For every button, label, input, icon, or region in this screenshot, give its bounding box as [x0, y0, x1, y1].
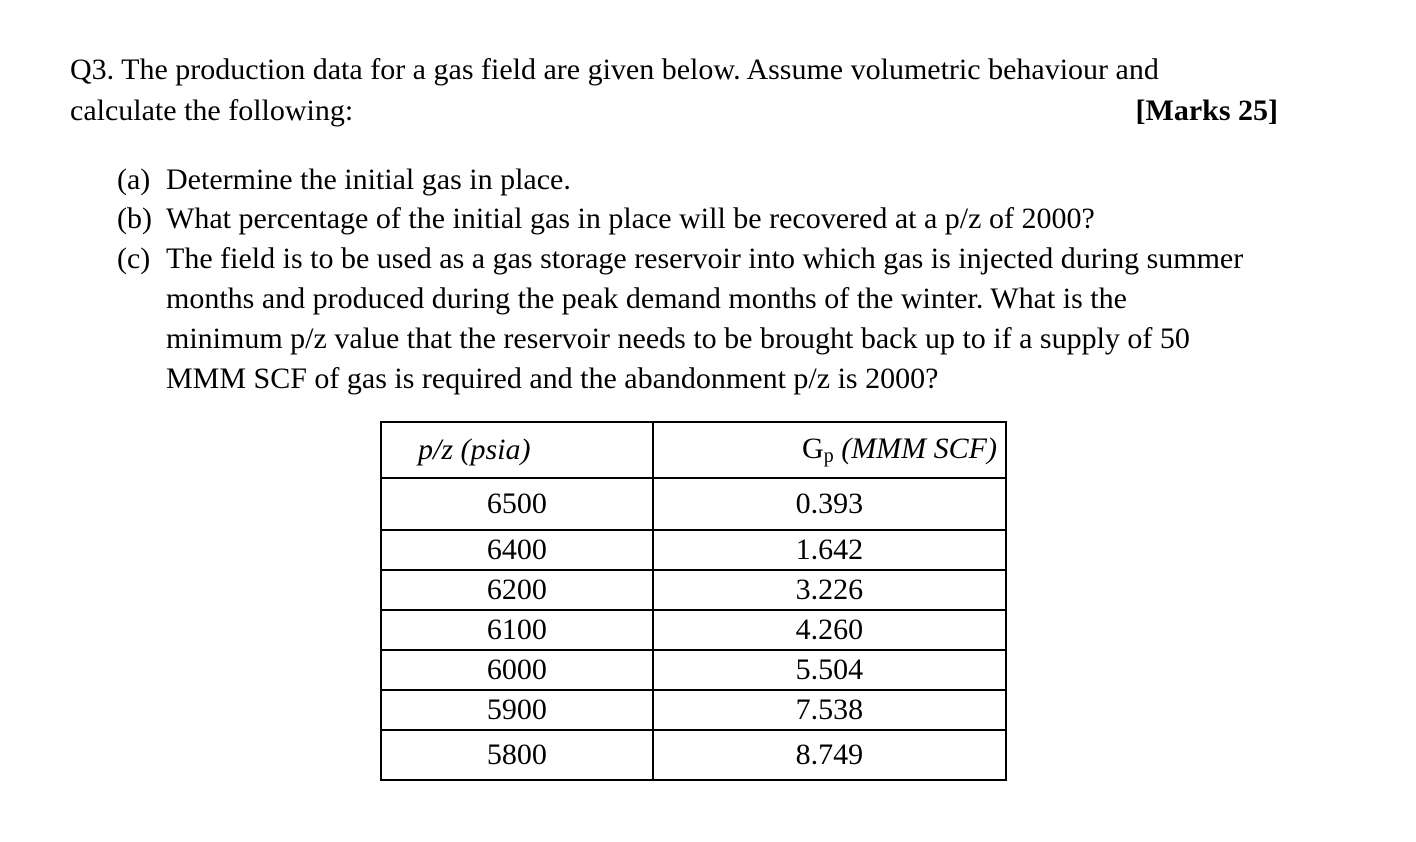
cell-pz: 6500 [381, 478, 653, 530]
table-row [381, 478, 1006, 530]
cell-gp: 7.538 [653, 690, 1006, 730]
part-b-text: What percentage of the initial gas in place will be recovered at a p/z of 2000? [166, 202, 1095, 235]
question-line-1: Q3. The production data for a gas field are given below. Assume volumetric behaviour and [70, 53, 1159, 86]
production-data-table [380, 421, 1007, 781]
part-c-text-line-4: MMM SCF of gas is required and the abandonment p/z is 2000? [166, 362, 939, 395]
part-c-label: (c) [117, 242, 151, 275]
header-gp [653, 422, 1006, 478]
cell-gp: 4.260 [653, 610, 1006, 650]
part-c-text-line-3: minimum p/z value that the reservoir needs to be brought back up to if a supply of 50 [166, 322, 1190, 355]
header-gp-subscript: p [823, 445, 834, 467]
cell-pz: 6400 [381, 530, 653, 570]
cell-gp: 8.749 [653, 730, 1006, 780]
cell-pz: 6000 [381, 650, 653, 690]
marks-label: [Marks 25] [1135, 94, 1278, 127]
cell-gp: 3.226 [653, 570, 1006, 610]
part-a-label: (a) [117, 163, 151, 196]
cell-gp: 0.393 [653, 478, 1006, 530]
header-gp-unit: (MMM SCF) [833, 432, 997, 465]
cell-pz: 6200 [381, 570, 653, 610]
cell-gp: 1.642 [653, 530, 1006, 570]
table-row [381, 530, 1006, 570]
table-row [381, 610, 1006, 650]
part-c-text-line-2: months and produced during the peak demand months of the winter. What is the [166, 282, 1127, 315]
table-row [381, 650, 1006, 690]
table-header-row [381, 422, 1006, 478]
header-pz: p/z (psia) [381, 422, 653, 478]
table-row [381, 570, 1006, 610]
part-b-label: (b) [117, 202, 152, 235]
table-row [381, 690, 1006, 730]
cell-pz: 5800 [381, 730, 653, 780]
table-row [381, 730, 1006, 780]
cell-gp: 5.504 [653, 650, 1006, 690]
header-gp-symbol: G [802, 432, 824, 465]
cell-pz: 6100 [381, 610, 653, 650]
part-c-text-line-1: The field is to be used as a gas storage reservoir into which gas is injected during summer [166, 242, 1244, 275]
part-a-text: Determine the initial gas in place. [166, 163, 571, 196]
cell-pz: 5900 [381, 690, 653, 730]
question-line-2: calculate the following: [70, 94, 354, 127]
